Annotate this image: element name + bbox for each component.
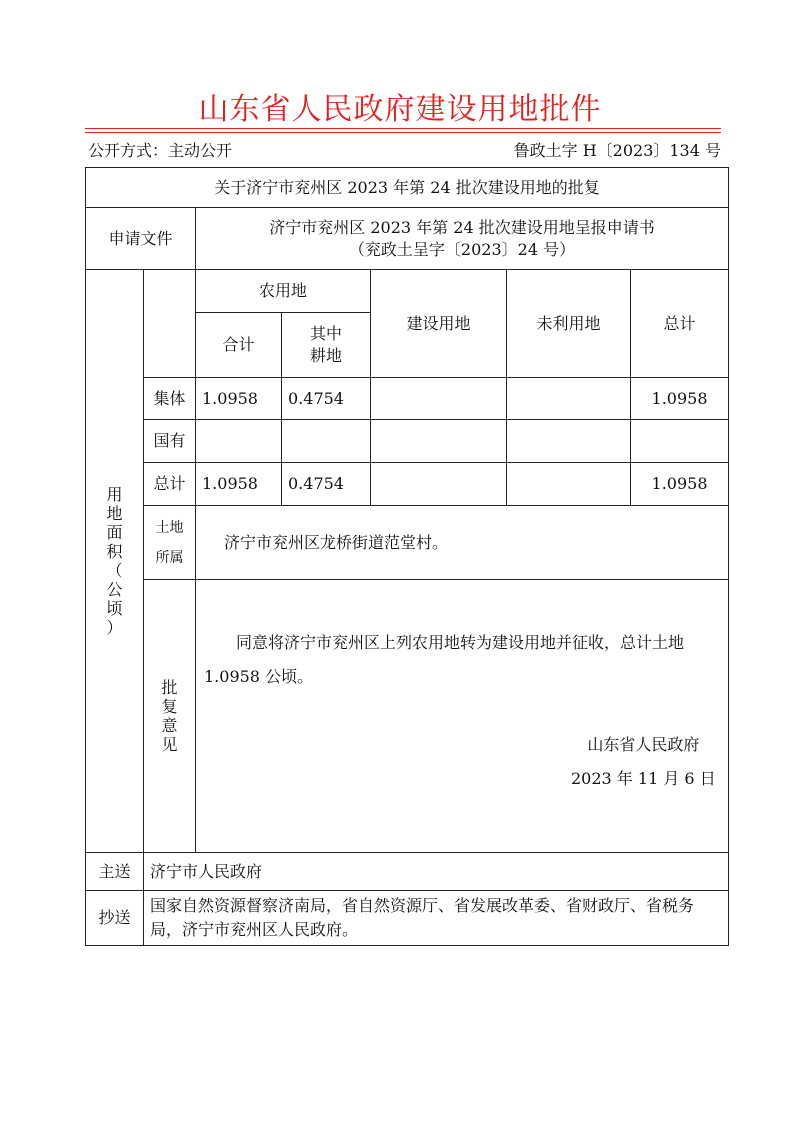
opinion-row [86, 580, 729, 853]
col-farmland-subtotal: 合计 [196, 313, 282, 378]
opinion-content [196, 580, 729, 853]
application-title: 济宁市兖州区 2023 年第 24 批次建设用地呈报申请书 [269, 217, 655, 237]
main-send-value: 济宁市人民政府 [144, 853, 729, 891]
col-unused-land: 未利用地 [507, 270, 631, 378]
cell-unused [507, 378, 631, 420]
col-arable-line-1: 其中 [309, 324, 342, 343]
application-label: 申请文件 [86, 208, 196, 270]
col-construction-land: 建设用地 [371, 270, 507, 378]
sign-date: 2023 年 11 月 6 日 [571, 769, 716, 788]
application-row [86, 208, 729, 270]
land-owner-row [86, 506, 729, 580]
col-farmland: 农用地 [196, 270, 371, 313]
opinion-label [144, 580, 196, 853]
main-send-row [86, 853, 729, 891]
row-header-blank [144, 270, 196, 378]
main-send-label: 主送 [86, 853, 144, 891]
cc-row [86, 891, 729, 946]
document-title: 山东省人民政府建设用地批件 [198, 92, 602, 127]
area-label-char: 用 [106, 485, 123, 504]
cell-construction [371, 463, 507, 506]
table-row [86, 463, 729, 506]
land-owner-label-line-2: 所属 [155, 549, 184, 566]
cell-subtotal: 1.0958 [196, 463, 282, 506]
application-number: （兖政土呈字〔2023〕24 号） [348, 239, 576, 259]
approval-table [85, 167, 729, 946]
area-header-row-1 [86, 270, 729, 313]
area-label [86, 270, 144, 853]
opinion-label-char: 批 [161, 678, 178, 697]
cell-subtotal: 1.0958 [196, 378, 282, 420]
opinion-label-char: 见 [161, 735, 178, 754]
col-arable-line-2: 耕地 [309, 346, 342, 365]
cell-total: 1.0958 [631, 378, 729, 420]
cell-total [631, 420, 729, 463]
col-arable-land [282, 313, 371, 378]
cell-subtotal [196, 420, 282, 463]
cell-unused [507, 420, 631, 463]
approval-heading: 关于济宁市兖州区 2023 年第 24 批次建设用地的批复 [86, 168, 729, 208]
land-owner-label [144, 506, 196, 580]
cell-arable: 0.4754 [282, 463, 371, 506]
title-rule-thin [85, 132, 721, 133]
opinion-label-char: 复 [161, 697, 178, 716]
area-label-char: 地 [106, 504, 123, 523]
heading-row [86, 168, 729, 208]
row-label: 国有 [144, 420, 196, 463]
application-document [196, 208, 729, 270]
area-label-char: （ [106, 561, 123, 580]
table-row [86, 420, 729, 463]
cell-arable: 0.4754 [282, 378, 371, 420]
signature-block [571, 728, 716, 796]
cell-construction [371, 420, 507, 463]
table-row [86, 378, 729, 420]
cc-label: 抄送 [86, 891, 144, 946]
area-label-char: 面 [106, 523, 123, 542]
area-label-char: 公 [106, 580, 123, 599]
document-number: 鲁政土字 H〔2023〕134 号 [513, 141, 721, 160]
cc-value: 国家自然资源督察济南局，省自然资源厅、省发展改革委、省财政厅、省税务局，济宁市兖州区人民政府。 [144, 891, 729, 946]
land-owner-label-line-1: 土地 [155, 519, 184, 536]
cell-arable [282, 420, 371, 463]
land-owner-value: 济宁市兖州区龙桥街道范堂村。 [196, 506, 729, 580]
area-label-char: 积 [106, 542, 123, 561]
area-label-char: 顷 [106, 599, 123, 618]
col-total: 总计 [631, 270, 729, 378]
area-label-char: ） [106, 618, 123, 637]
row-label: 总计 [144, 463, 196, 506]
cell-total: 1.0958 [631, 463, 729, 506]
opinion-text: 同意将济宁市兖州区上列农用地转为建设用地并征收，总计土地 1.0958 公顷。 [204, 633, 685, 686]
title-rule-thick [85, 128, 721, 129]
row-label: 集体 [144, 378, 196, 420]
signatory: 山东省人民政府 [587, 735, 700, 754]
disclosure-method: 公开方式：主动公开 [88, 141, 233, 160]
cell-construction [371, 378, 507, 420]
cell-unused [507, 463, 631, 506]
opinion-label-char: 意 [161, 716, 178, 735]
